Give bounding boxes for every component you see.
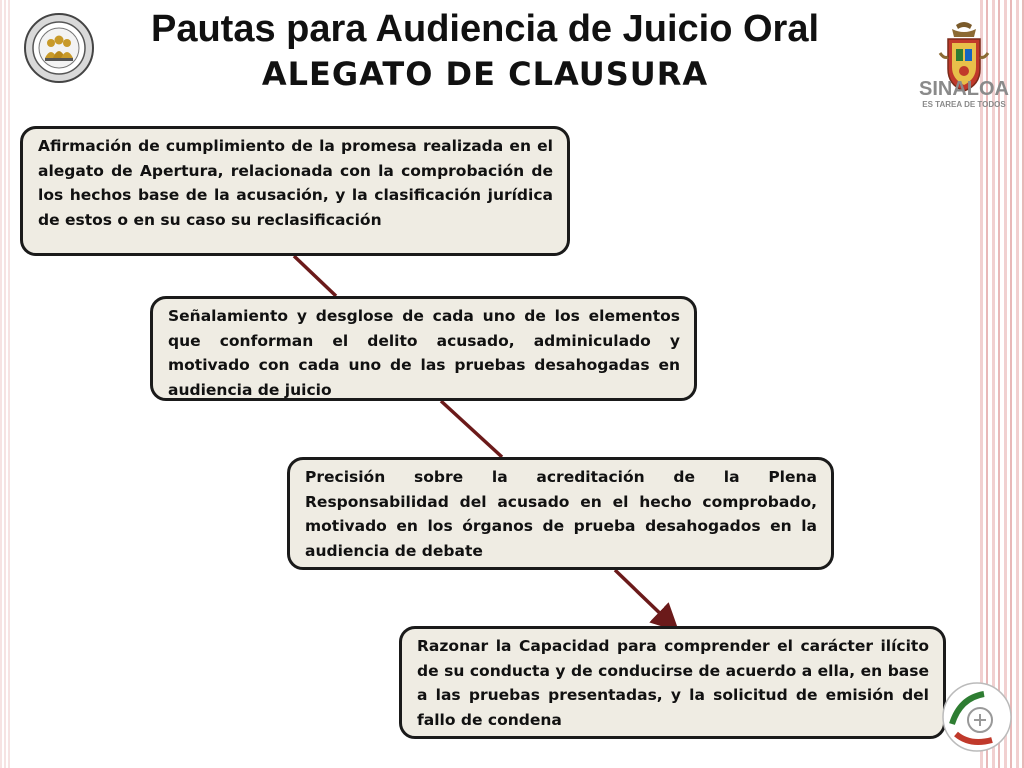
prevention-institute-seal-icon [940,680,1014,754]
step-box-2 [150,296,697,401]
page-subtitle: ALEGATO DE CLAUSURA [261,55,709,93]
step-box-4 [399,626,946,739]
brand-state-name: SINALOA [919,78,1009,100]
step-text-2: Señalamiento y desglose de cada uno de los elementos que conforman el delito acusado, adminiculado y motivado con cada uno de las pruebas desahogadas en audiencia de juicio [168,307,680,399]
connector-2-3 [441,401,502,457]
step-text-1: Afirmación de cumplimiento de la promesa realizada en el alegato de Apertura, relacionada con la comprobación de los hechos base de la acusación, y la clasificación jurídica de estos o en su caso su reclasificación [38,137,553,229]
connector-3-4-arrow [615,570,669,622]
page-title: Pautas para Audiencia de Juicio Oral [150,8,820,50]
step-text-3: Precisión sobre la acreditación de la Plena Responsabilidad del acusado en el hecho comprobado, motivado en los órganos de prueba desahogados en la audiencia de debate [305,468,817,560]
brand-tagline: ES TAREA DE TODOS [922,100,1006,109]
step-text-4: Razonar la Capacidad para comprender el carácter ilícito de su conducta y de conducirse de acuerdo a ella, en base a las pruebas presentadas, y la solicitud de emisión del fallo de condena [417,637,929,729]
connector-1-2 [294,256,336,296]
step-box-3 [287,457,834,570]
step-box-1 [20,126,570,256]
